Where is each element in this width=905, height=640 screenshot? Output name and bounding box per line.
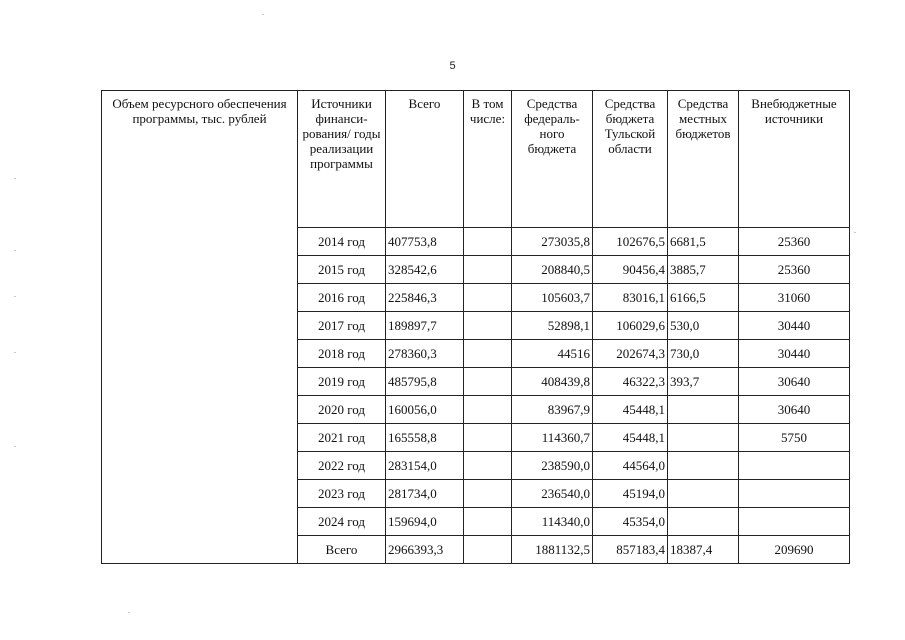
regional-cell: 857183,4 [593,536,668,564]
extra-cell: 30640 [739,368,850,396]
regional-cell: 106029,6 [593,312,668,340]
extra-cell: 209690 [739,536,850,564]
including-cell [464,340,512,368]
regional-cell: 44564,0 [593,452,668,480]
extra-cell [739,452,850,480]
scan-speck [262,14,264,15]
year-cell: 2016 год [298,284,386,312]
regional-cell: 45354,0 [593,508,668,536]
including-cell [464,312,512,340]
extra-cell [739,508,850,536]
federal-cell: 83967,9 [512,396,593,424]
local-cell: 393,7 [668,368,739,396]
regional-cell: 102676,5 [593,228,668,256]
federal-cell: 114340,0 [512,508,593,536]
total-cell: 165558,8 [386,424,464,452]
extra-cell: 25360 [739,256,850,284]
federal-cell: 52898,1 [512,312,593,340]
header-including: В том числе: [464,91,512,228]
scan-speck [14,446,16,447]
including-cell [464,536,512,564]
total-cell: 2966393,3 [386,536,464,564]
year-cell: 2023 год [298,480,386,508]
year-cell: 2022 год [298,452,386,480]
scan-speck [14,178,16,179]
total-cell: 283154,0 [386,452,464,480]
scan-speck [14,296,16,297]
local-cell: 530,0 [668,312,739,340]
year-cell: 2018 год [298,340,386,368]
federal-cell: 44516 [512,340,593,368]
including-cell [464,228,512,256]
federal-cell: 208840,5 [512,256,593,284]
federal-cell: 408439,8 [512,368,593,396]
scan-speck [14,352,16,353]
including-cell [464,368,512,396]
regional-cell: 45448,1 [593,396,668,424]
header-extra: Внебюджетные источники [739,91,850,228]
year-cell: Всего [298,536,386,564]
scan-speck [854,232,856,233]
extra-cell: 30640 [739,396,850,424]
header-local: Средства местных бюджетов [668,91,739,228]
federal-cell: 114360,7 [512,424,593,452]
extra-cell: 31060 [739,284,850,312]
federal-cell: 1881132,5 [512,536,593,564]
total-cell: 225846,3 [386,284,464,312]
extra-cell: 30440 [739,312,850,340]
regional-cell: 46322,3 [593,368,668,396]
extra-cell [739,480,850,508]
extra-cell: 30440 [739,340,850,368]
including-cell [464,424,512,452]
year-cell: 2014 год [298,228,386,256]
header-total: Всего [386,91,464,228]
total-cell: 278360,3 [386,340,464,368]
regional-cell: 83016,1 [593,284,668,312]
header-federal: Средства федераль-ного бюджета [512,91,593,228]
total-cell: 159694,0 [386,508,464,536]
federal-cell: 273035,8 [512,228,593,256]
resource-table [101,90,850,564]
local-cell: 6681,5 [668,228,739,256]
header-sources: Источники финанси-рования/ годы реализации программы [298,91,386,228]
year-cell: 2024 год [298,508,386,536]
local-cell: 730,0 [668,340,739,368]
header-row [102,91,850,228]
year-cell: 2015 год [298,256,386,284]
scan-speck [14,250,16,251]
including-cell [464,480,512,508]
year-cell: 2021 год [298,424,386,452]
year-cell: 2020 год [298,396,386,424]
resource-label-cell: Объем ресурсного обеспечения программы, тыс. рублей [102,91,298,564]
page-number: 5 [449,60,456,72]
header-regional: Средства бюджета Тульской области [593,91,668,228]
year-cell: 2017 год [298,312,386,340]
including-cell [464,256,512,284]
total-cell: 328542,6 [386,256,464,284]
including-cell [464,284,512,312]
total-cell: 485795,8 [386,368,464,396]
federal-cell: 238590,0 [512,452,593,480]
including-cell [464,452,512,480]
local-cell: 6166,5 [668,284,739,312]
local-cell [668,452,739,480]
local-cell: 3885,7 [668,256,739,284]
local-cell [668,508,739,536]
federal-cell: 236540,0 [512,480,593,508]
extra-cell: 5750 [739,424,850,452]
total-cell: 281734,0 [386,480,464,508]
local-cell [668,396,739,424]
regional-cell: 45448,1 [593,424,668,452]
local-cell: 18387,4 [668,536,739,564]
total-cell: 189897,7 [386,312,464,340]
scan-speck [128,612,130,613]
local-cell [668,424,739,452]
total-cell: 160056,0 [386,396,464,424]
local-cell [668,480,739,508]
federal-cell: 105603,7 [512,284,593,312]
regional-cell: 90456,4 [593,256,668,284]
total-cell: 407753,8 [386,228,464,256]
including-cell [464,508,512,536]
including-cell [464,396,512,424]
extra-cell: 25360 [739,228,850,256]
regional-cell: 45194,0 [593,480,668,508]
regional-cell: 202674,3 [593,340,668,368]
year-cell: 2019 год [298,368,386,396]
